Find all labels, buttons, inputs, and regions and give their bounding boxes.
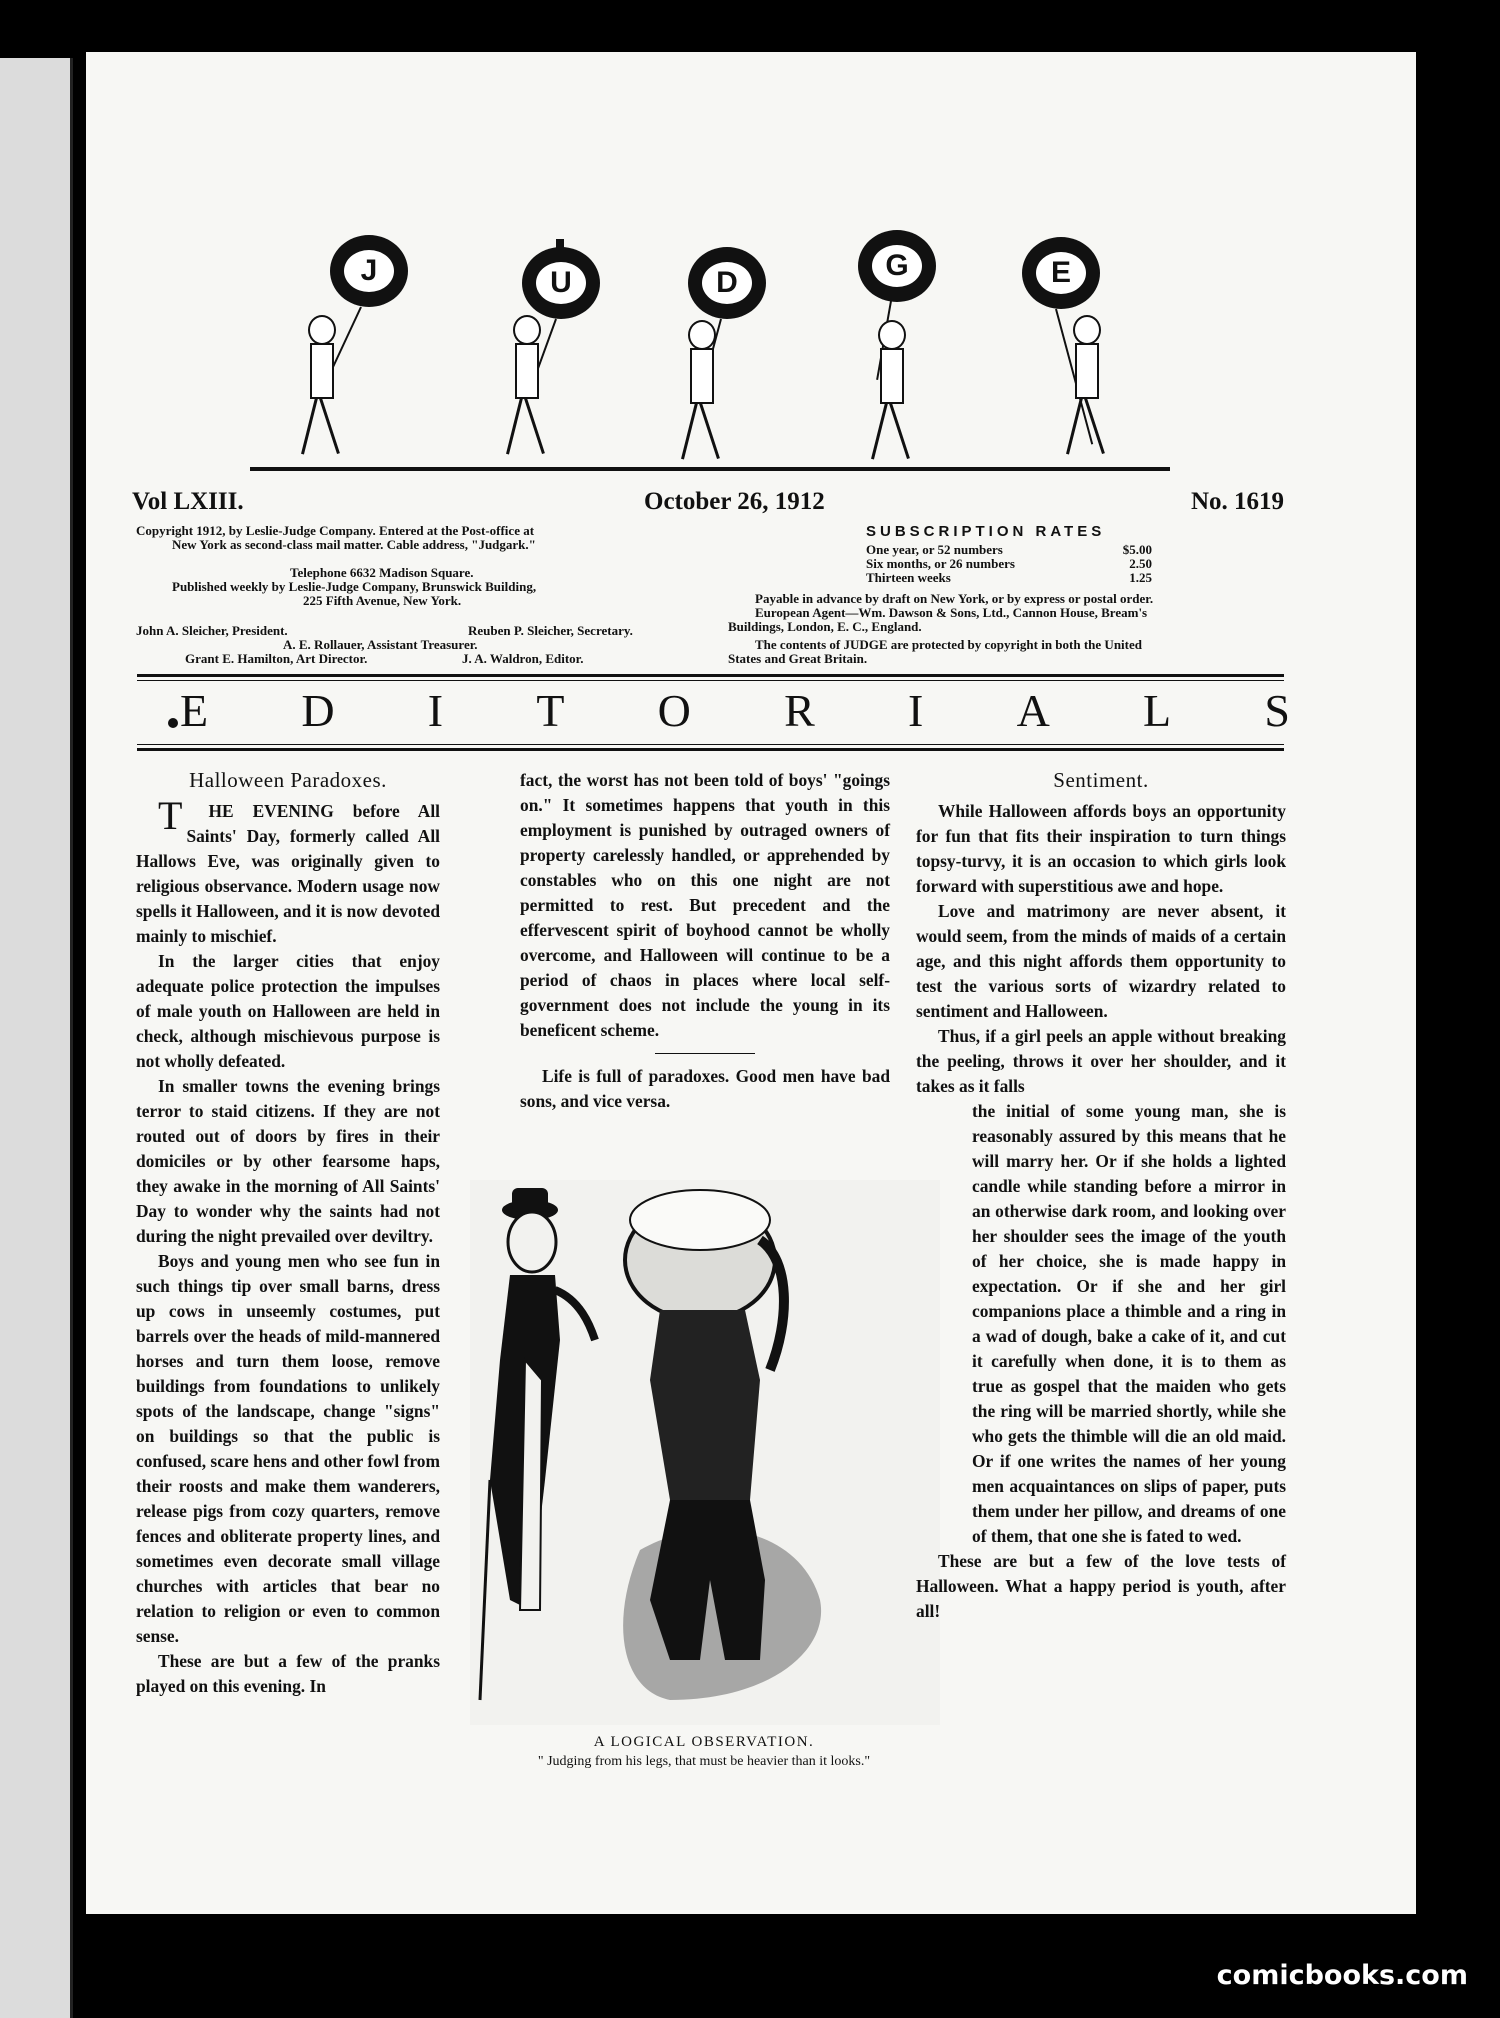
column-halloween-paradoxes [136, 768, 440, 1699]
copyright-line-2: New York as second-class mail matter. Cable address, "Judgark." [172, 537, 536, 552]
facing-page-edge [0, 58, 73, 2018]
pumpkin-balloon-d [688, 247, 766, 319]
telephone-line: Telephone 6632 Madison Square. [290, 565, 474, 580]
double-rule-top-thin [137, 680, 1284, 681]
cartoon-caption [462, 1733, 946, 1771]
pumpkin-balloon-g [858, 230, 936, 302]
masthead-letter: D [702, 262, 752, 304]
section-title-letter: R [784, 685, 815, 736]
subscription-rates-title: SUBSCRIPTION RATES [866, 523, 1106, 540]
article-paragraph: T HE EVENING before All Saints' Day, formerly called All Hallows Eve, was originally given to religious observance. Modern usage now spells it Halloween, and it is now devoted mainly to mischief. [136, 793, 440, 946]
rate-label: Thirteen weeks [866, 570, 951, 585]
double-rule-bottom [137, 744, 1284, 745]
rate-price: 2.50 [1129, 556, 1152, 571]
pumpkin-balloon-j [330, 235, 408, 307]
article-paragraph: These are but a few of the love tests of Halloween. What a happy period is youth, after all! [916, 1551, 1286, 1621]
rate-label: One year, or 52 numbers [866, 542, 1003, 557]
kid-figure [870, 320, 910, 470]
article-heading: Halloween Paradoxes. [189, 768, 387, 792]
article-paragraph: In the larger cities that enjoy adequate police protection the impulses of male youth on Halloween are held in check, although mischievous purpose is not wholly defeated. [136, 951, 440, 1071]
section-title-letter: L [1143, 685, 1172, 736]
section-title-letter: I [427, 685, 444, 736]
double-rule-top [137, 674, 1284, 677]
rate-row [866, 570, 1152, 586]
double-rule-bottom-thick [137, 748, 1284, 751]
kid-figure [680, 320, 720, 470]
section-title-letter: O [657, 685, 691, 736]
site-watermark: comicbooks.com [1216, 1960, 1468, 1991]
article-heading: Sentiment. [1053, 768, 1149, 792]
european-agent-address: Buildings, London, E. C., England. [728, 619, 922, 634]
drop-cap: T [158, 793, 183, 838]
masthead-letter: J [344, 250, 394, 292]
rate-price: $5.00 [1122, 542, 1152, 557]
section-divider [655, 1053, 755, 1054]
pumpkin-balloon-u [522, 247, 600, 319]
article-paragraph: In smaller towns the evening brings terror to staid citizens. If they are not routed out of doors by fires in their domiciles or by other fearsome haps, they awake in the morning of All Saints' Day to wonder why the saints had not during the night prevailed over deviltry. [136, 1076, 440, 1246]
staff-art-director: Grant E. Hamilton, Art Director. [185, 651, 368, 666]
copyright-protection-note-2: States and Great Britain. [728, 651, 868, 666]
payment-note: Payable in advance by draft on New York, or by express or postal order. [755, 591, 1154, 606]
masthead-letter: E [1036, 252, 1086, 294]
article-paragraph: While Halloween affords boys an opportunity for fun that fits their inspiration to turn things topsy-turvy, it is an occasion to which girls look forward with superstitious awe and hope. [916, 801, 1286, 896]
masthead-ground-line [250, 467, 1170, 471]
pumpkin-balloon-e [1022, 237, 1100, 309]
column-sentiment [916, 768, 1286, 1624]
section-title-letter: E [180, 685, 209, 736]
kid-figure [1065, 315, 1105, 465]
caption-quote: " Judging from his legs, that must be heavier than it looks." [537, 1754, 871, 1769]
section-title-letter: S [1264, 685, 1290, 736]
staff-president: John A. Sleicher, President. [136, 623, 288, 638]
staff-treasurer: A. E. Rollauer, Assistant Treasurer. [283, 637, 478, 652]
caption-title: A LOGICAL OBSERVATION. [593, 1734, 815, 1750]
copyright-line-1: Copyright 1912, by Leslie-Judge Company. Entered at the Post-office at [136, 523, 535, 538]
issue-number: No. 1619 [1190, 488, 1284, 515]
article-paragraph: fact, the worst has not been told of boys' "goings on." It sometimes happens that youth in this employment is punished by outraged owners of property carelessly handled, or apprehended by constables who on this one night are not permitted to rest. But precedent and the effervescent spirit of boyhood cannot be wholly overcome, and Halloween will continue to be a period of chaos in places where local self-government does not include the young in its beneficent scheme. [520, 770, 890, 1040]
article-paragraph: Life is full of paradoxes. Good men have bad sons, and vice versa. [520, 1066, 890, 1111]
judge-masthead [250, 175, 1170, 475]
section-title-letter: A [1016, 685, 1050, 736]
cartoon-illustration [470, 1180, 940, 1725]
masthead-letter: G [872, 245, 922, 287]
rate-price: 1.25 [1129, 570, 1152, 585]
column-continuation [520, 768, 890, 1114]
published-line-2: 225 Fifth Avenue, New York. [303, 593, 462, 608]
staff-editor: J. A. Waldron, Editor. [462, 651, 584, 666]
section-title-letter: D [301, 685, 335, 736]
published-line-1: Published weekly by Leslie-Judge Company, Brunswick Building, [172, 579, 537, 594]
staff-secretary: Reuben P. Sleicher, Secretary. [468, 623, 633, 638]
copyright-protection-note: The contents of JUDGE are protected by copyright in both the United [755, 637, 1142, 652]
masthead-letter: U [536, 262, 586, 304]
volume-number: Vol LXIII. [132, 488, 244, 515]
article-paragraph: the initial of some young man, she is reasonably assured by this means that he will marry her. Or if she holds a lighted candle while standing before a mirror in an otherwise dark room, and looking over her shoulder sees the image of the youth of her choice, she is made happy in expectation. Or if she and her girl companions place a thimble and a ring in a wad of dough, bake a cake of it, and cut it carefully when done, it is to them as true as gospel that the maiden who gets the ring will be married shortly, while she who gets the thimble will die an old maid. Or if one writes the names of her young men acquaintances on slips of paper, puts them under her pillow, and dreams of one of them, that one she is fated to wed. [972, 1101, 1286, 1546]
article-paragraph: Thus, if a girl peels an apple without breaking the peeling, throws it over her shoulder, and it takes as it falls [916, 1026, 1286, 1096]
article-paragraph: These are but a few of the pranks played on this evening. In [136, 1651, 440, 1696]
european-agent-note: European Agent—Wm. Dawson & Sons, Ltd., Cannon House, Bream's [755, 605, 1148, 620]
cartoon-drawing [470, 1180, 940, 1725]
section-title-letter: I [908, 685, 924, 736]
article-paragraph: Love and matrimony are never absent, it would seem, from the minds of maids of a certain age, and this night affords them opportunity to test the various sorts of wizardry related to sentiment and Halloween. [916, 901, 1286, 1021]
section-title-letter: T [536, 685, 565, 736]
article-paragraph: Boys and young men who see fun in such things tip over small barns, dress up cows in unseemly costumes, put barrels over the heads of mild-mannered horses and turn them loose, remove buildings from foundations to unlikely spots of the landscape, change "signs" on buildings so that the public is confused, scare hens and other fowl from their roosts and make them wanderers, release pigs from cozy quarters, remove fences and obliterate property lines, and sometimes even decorate small village churches with articles that bear no relation to religion or even to common sense. [136, 1251, 440, 1646]
ornament-bullet [168, 718, 178, 728]
issue-date: October 26, 1912 [644, 488, 825, 515]
kid-figure [505, 315, 545, 465]
section-title-editorials [180, 684, 1290, 737]
kid-figure [300, 315, 340, 465]
rate-label: Six months, or 26 numbers [866, 556, 1015, 571]
